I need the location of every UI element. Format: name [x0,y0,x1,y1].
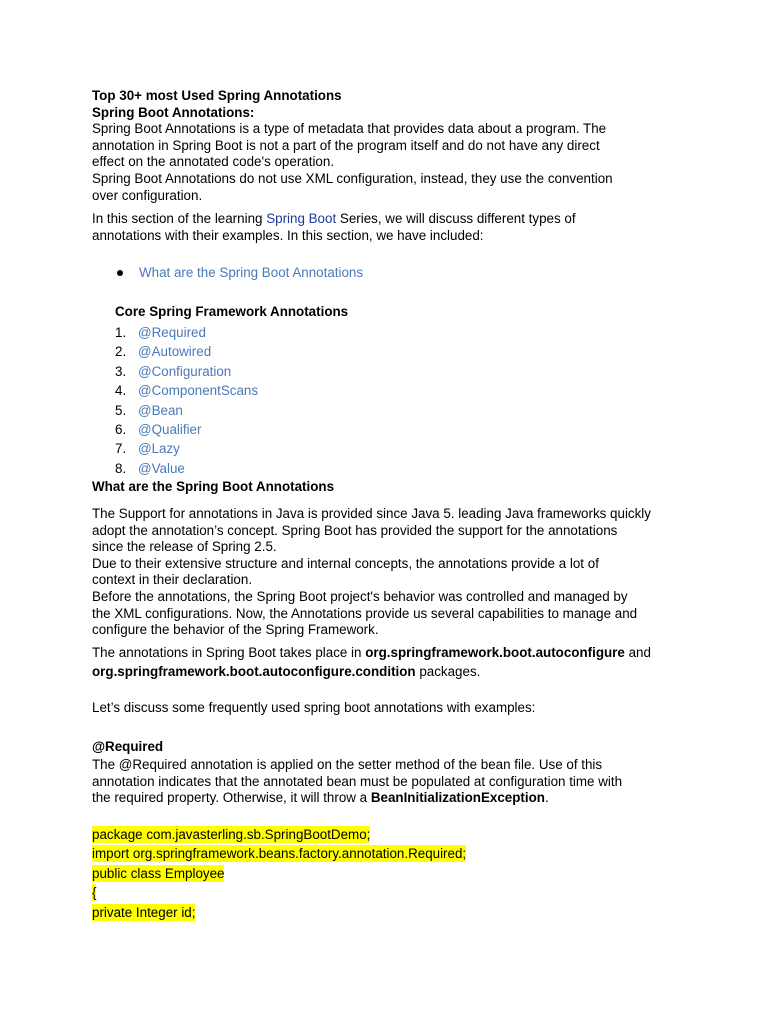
required-text: the required property. Otherwise, it will throw a [92,790,371,806]
list-item [115,420,258,439]
intro-line: Spring Boot Annotations do not use XML configuration, instead, they use the convention [92,170,613,186]
list-number: 8. [115,460,127,476]
code-line: package com.javasterling.sb.SpringBootDemo; [92,827,371,842]
code-row [92,884,692,903]
code-line: private Integer id; [92,904,196,920]
what-are-annotations-link[interactable]: What are the Spring Boot Annotations [139,265,364,280]
code-line: import org.springframework.beans.factory.annotation.Required; [92,846,467,862]
intro-line: Spring Boot Annotations is a type of metadata that provides data about a program. The [92,121,607,137]
code-row [92,865,692,884]
list-item [115,323,258,342]
intro-line: over configuration. [92,187,203,203]
required-line: annotation indicates that the annotated bean must be populated at configuration time with [92,773,623,789]
title-block [92,88,692,204]
list-number: 6. [115,421,127,437]
intro-line: annotation in Spring Boot is not a part of the program itself and do not have any direct [92,137,600,153]
support-line: since the release of Spring 2.5. [92,539,277,555]
core-heading: Core Spring Framework Annotations [115,304,349,319]
list-link-value[interactable]: @Value [138,460,185,476]
list-link-autowired[interactable]: @Autowired [138,344,212,360]
required-heading: @Required [92,739,164,754]
packages-text: packages. [415,664,481,679]
list-item [115,362,258,381]
support-line: configure the behavior of the Spring Framework. [92,622,379,638]
list-link-configuration[interactable]: @Configuration [138,363,232,379]
what-heading: What are the Spring Boot Annotations [92,479,335,494]
code-line: { [92,885,97,901]
list-link-lazy[interactable]: @Lazy [138,441,180,457]
support-line: adopt the annotation’s concept. Spring Boot has provided the support for the annotations [92,522,618,538]
packages-text: The annotations in Spring Boot takes place in [92,645,366,660]
support-line: context in their declaration. [92,572,253,588]
required-text: . [544,790,549,806]
intro-line: effect on the annotated code's operation. [92,154,335,170]
spring-boot-link[interactable]: Spring Boot [266,211,337,226]
list-number: 7. [115,441,127,457]
code-row [92,845,692,864]
section-intro [92,211,692,244]
packages-line [92,643,692,662]
list-link-qualifier[interactable]: @Qualifier [138,421,202,437]
list-number: 5. [115,402,127,418]
section-intro-line [92,211,692,228]
code-line: public class Employee [92,865,225,881]
package-name: org.springframework.boot.autoconfigure.condition [92,664,416,679]
required-line: The @Required annotation is applied on the setter method of the bean file. Use of this [92,757,603,772]
required-paragraph [92,757,692,807]
section-intro-text: In this section of the learning [92,211,267,226]
list-link-bean[interactable]: @Bean [138,402,183,418]
list-number: 1. [115,325,127,340]
support-line: Before the annotations, the Spring Boot project's behavior was controlled and managed by [92,588,628,604]
bullet-icon [117,270,123,276]
list-number: 4. [115,383,127,399]
list-link-required[interactable]: @Required [138,325,206,340]
required-line [92,790,692,807]
code-row [92,826,692,845]
packages-text: and [624,645,651,660]
exception-name: BeanInitializationException [370,790,545,806]
core-annotations-list [115,323,258,478]
section-intro-line: annotations with their examples. In this section, we have included: [92,227,484,243]
package-name: org.springframework.boot.autoconfigure [365,645,625,660]
section-intro-text: Series, we will discuss different types of [336,211,576,226]
support-line: the XML configurations. Now, the Annotations provide us several capabilities to manage and [92,605,638,621]
intro-paragraph [92,121,692,204]
list-item [115,459,258,478]
list-item [115,401,258,420]
support-line: The Support for annotations in Java is provided since Java 5. leading Java frameworks quickly [92,506,651,521]
packages-line [92,662,692,681]
list-item [115,381,258,400]
support-paragraph [92,506,692,639]
page-title: Top 30+ most Used Spring Annotations [92,88,342,103]
discuss-line: Let’s discuss some frequently used spring boot annotations with examples: [92,700,536,715]
bullet-list-item [139,265,363,282]
list-number: 3. [115,363,127,379]
list-item [115,439,258,458]
code-block [92,826,692,923]
list-number: 2. [115,344,127,360]
subtitle: Spring Boot Annotations: [92,104,255,120]
code-row [92,904,692,923]
support-line: Due to their extensive structure and internal concepts, the annotations provide a lot of [92,555,599,571]
packages-paragraph [92,643,692,681]
list-item [115,342,258,361]
list-link-componentscans[interactable]: @ComponentScans [138,383,259,399]
